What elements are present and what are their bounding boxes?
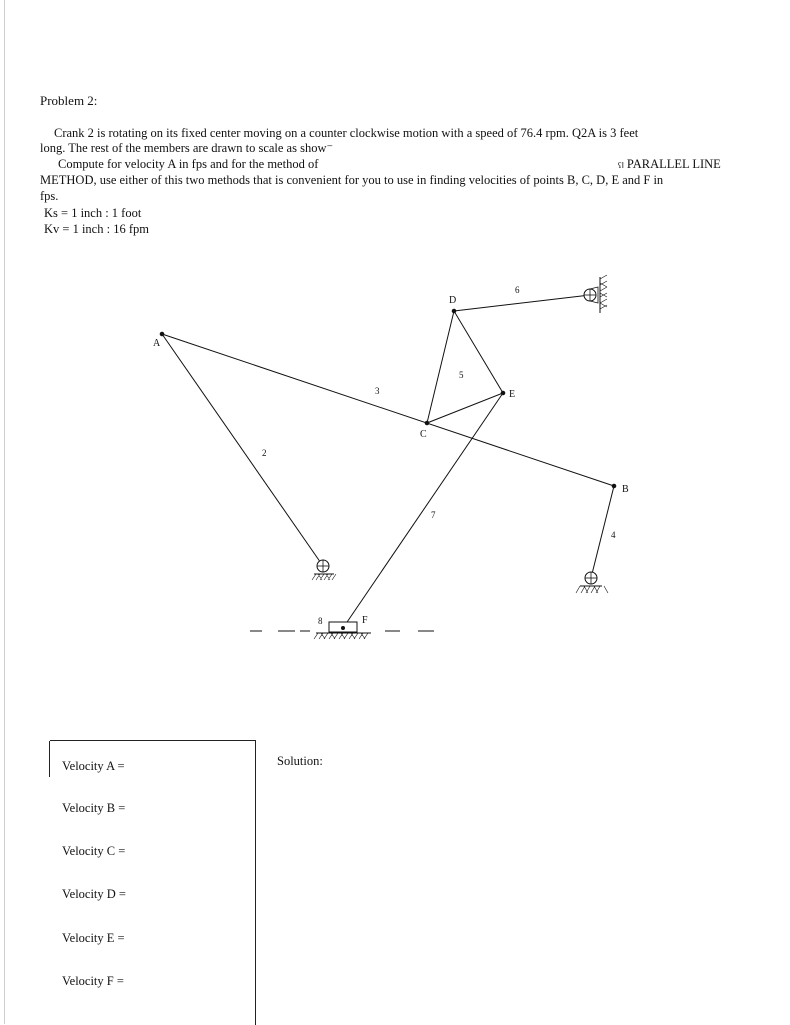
label-d: D — [449, 295, 457, 306]
scale-ks: Ks = 1 inch : 1 foot — [44, 206, 142, 220]
label-b: B — [622, 484, 629, 495]
label-link-3: 3 — [375, 386, 380, 396]
joint-b — [612, 484, 616, 488]
link-2 — [162, 334, 323, 566]
velocity-e-label: Velocity E = — [62, 931, 125, 945]
label-link-6: 6 — [515, 285, 520, 295]
problem-line-3a: Compute for velocity A in fps and for the method of — [58, 157, 319, 171]
label-link-4: 4 — [611, 530, 616, 540]
problem-line-5: fps. — [40, 189, 59, 203]
answer-box — [50, 740, 256, 1025]
label-link-7: 7 — [431, 510, 436, 520]
velocity-c-label: Velocity C = — [62, 844, 126, 858]
link-6 — [454, 295, 590, 311]
velocity-b-label: Velocity B = — [62, 801, 126, 815]
text-artifact: ʕ‖ — [618, 161, 624, 170]
box-tick — [49, 741, 50, 777]
problem-title: Problem 2: — [40, 93, 98, 108]
scale-kv: Kv = 1 inch : 16 fpm — [44, 222, 149, 236]
velocity-f-label: Velocity F = — [62, 974, 124, 988]
problem-line-1: Crank 2 is rotating on its fixed center moving on a counter clockwise motion with a speed of 76.4 rpm. Q2A is 3 feet — [54, 126, 639, 140]
label-link-2: 2 — [262, 448, 267, 458]
joint-c — [425, 421, 429, 425]
joint-e — [501, 391, 505, 395]
fixed-pivot-o6 — [584, 275, 607, 313]
problem-line-2: long. The rest of the members are drawn to scale as show⁻ — [40, 141, 334, 155]
link-3 — [162, 334, 614, 486]
slider-f — [250, 622, 434, 639]
label-e: E — [509, 389, 516, 400]
fixed-pivot-o4 — [576, 572, 608, 593]
velocity-d-label: Velocity D = — [62, 887, 126, 901]
label-c: C — [420, 429, 427, 440]
label-f: F — [362, 615, 368, 626]
joint-a — [160, 332, 164, 336]
fixed-pivot-o2 — [312, 560, 336, 580]
label-link-5: 5 — [459, 370, 464, 380]
problem-line-4: METHOD, use either of this two methods that is convenient for you to use in finding velocities of points B, C, D, E and F in — [40, 173, 664, 187]
velocity-a-label: Velocity A = — [62, 759, 125, 773]
parallel-line-text: PARALLEL LINE — [626, 157, 721, 171]
label-a: A — [153, 338, 161, 349]
link-5 — [427, 311, 503, 423]
label-link-8: 8 — [318, 616, 323, 626]
solution-label: Solution: — [277, 754, 323, 768]
joint-d — [452, 309, 456, 313]
